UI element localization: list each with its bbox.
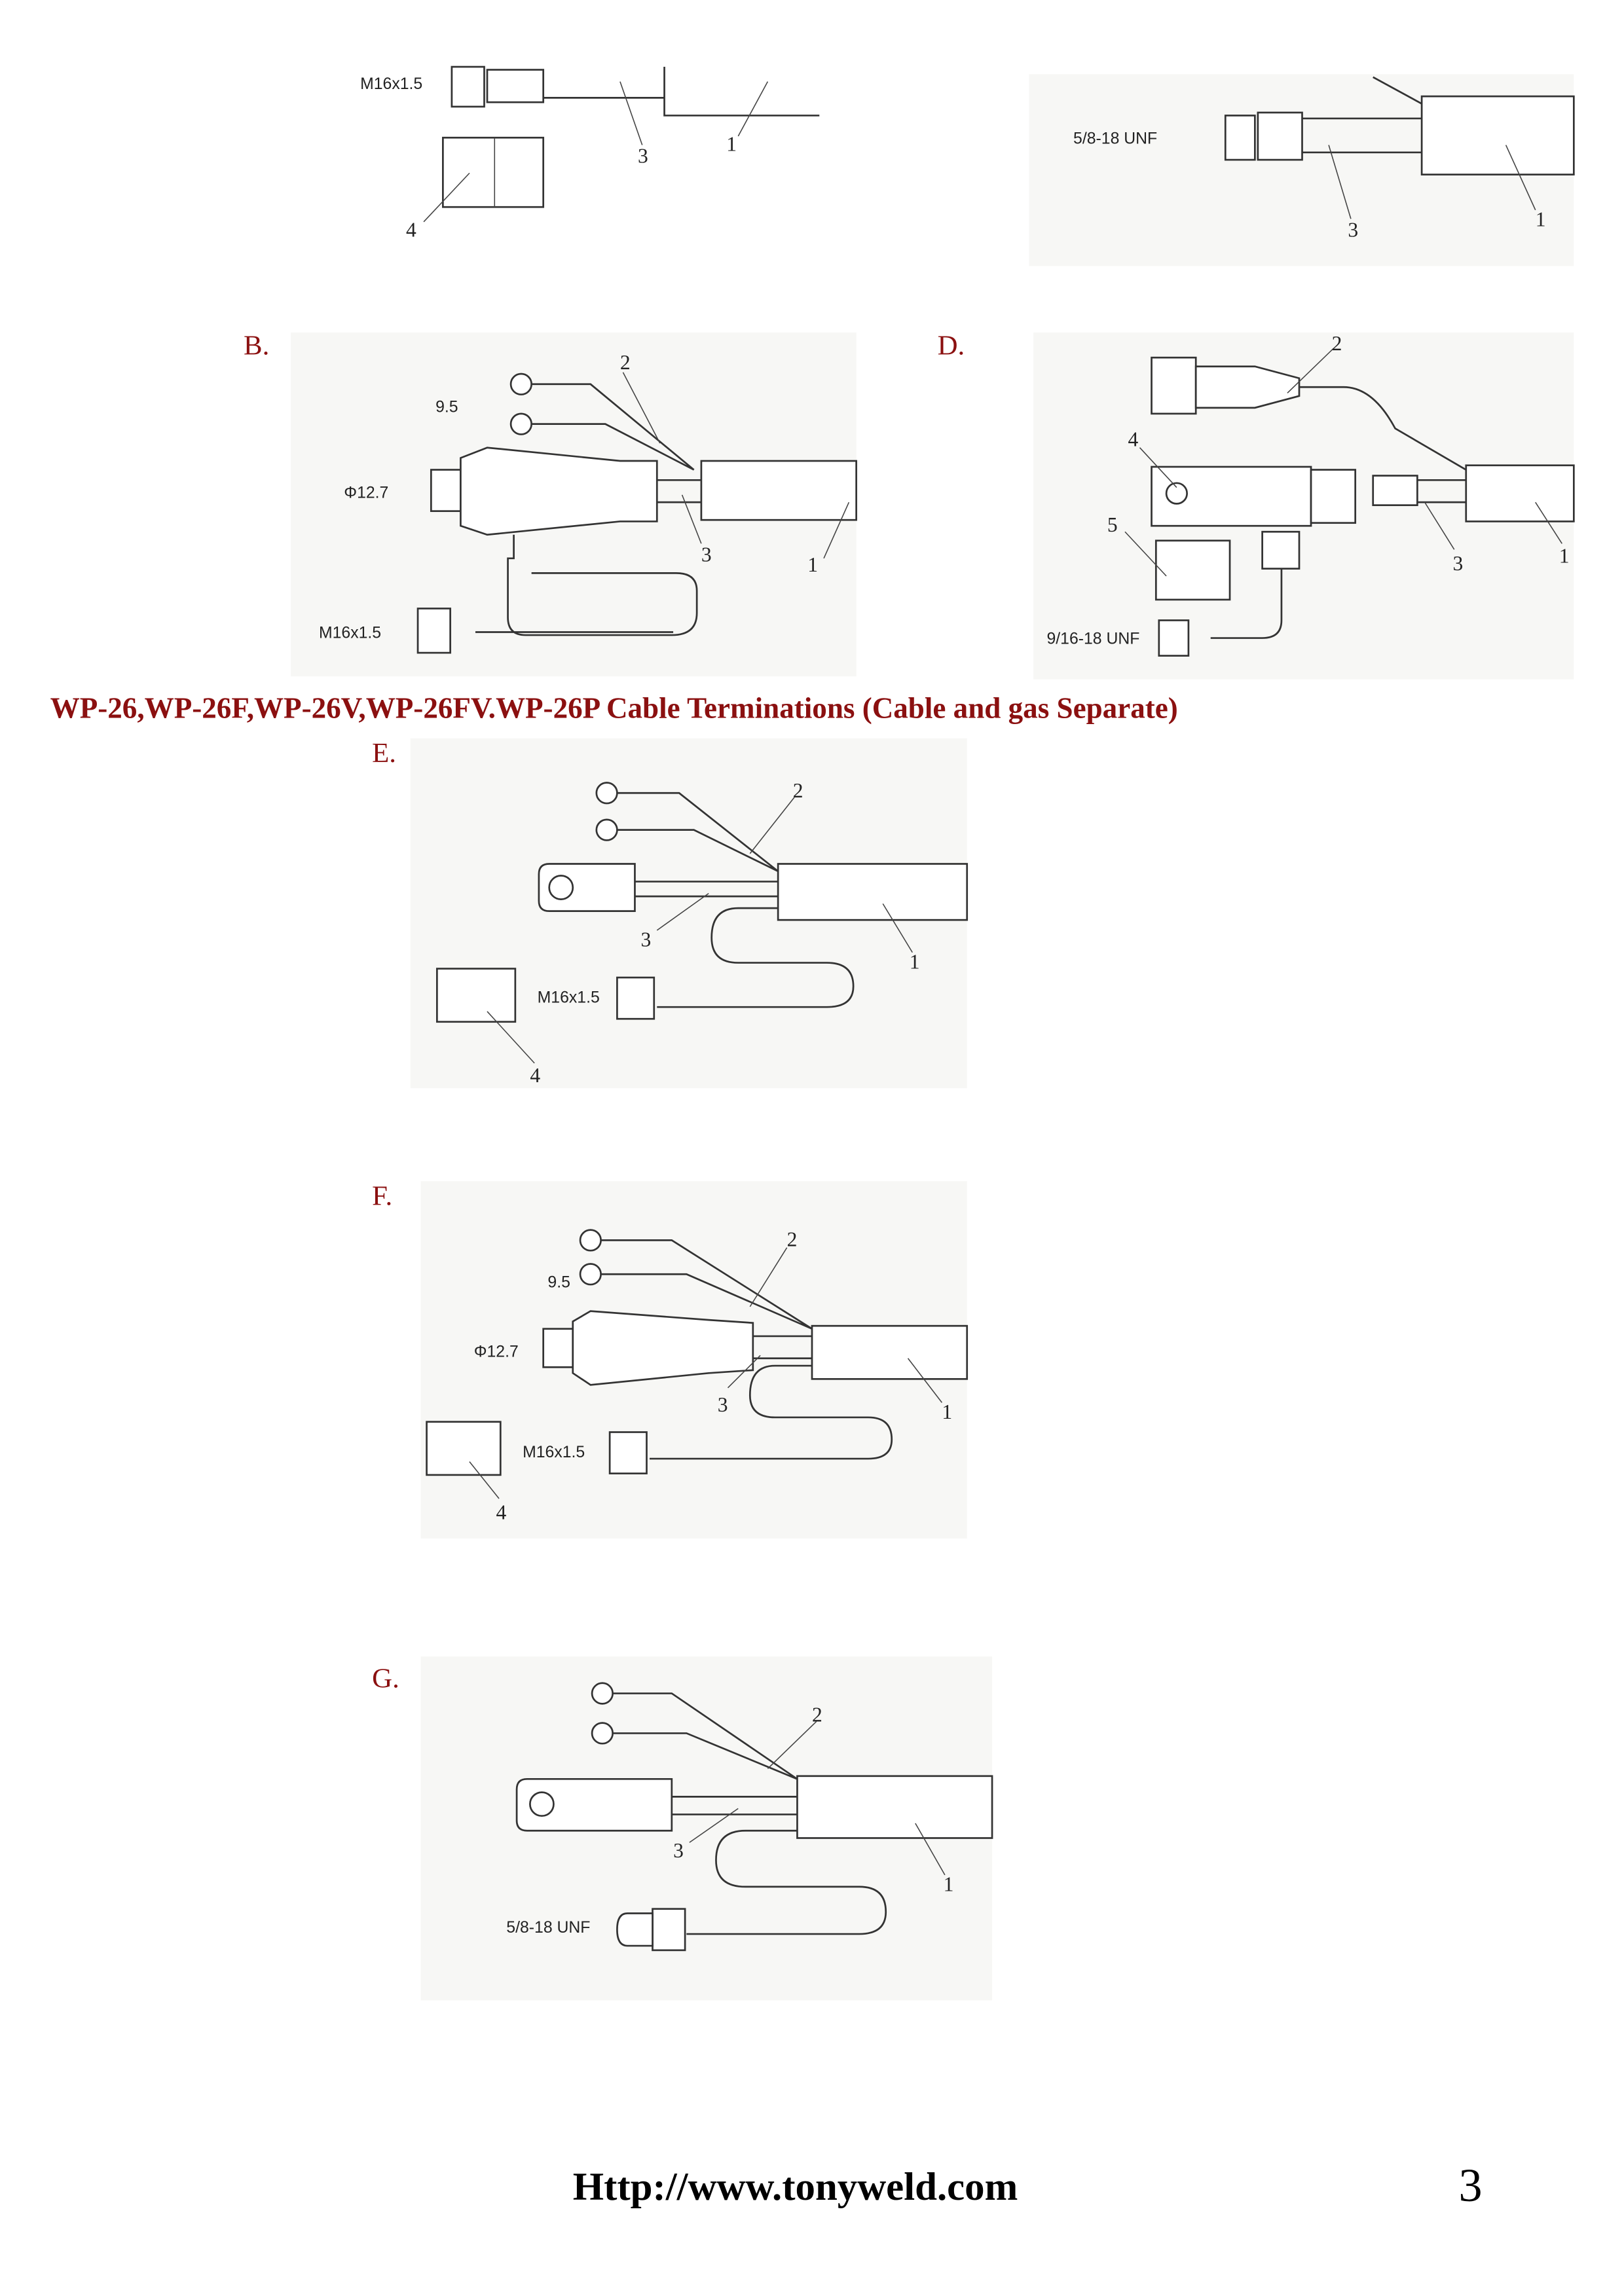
callout-3: 3 <box>637 144 648 168</box>
diagram-b <box>291 333 856 676</box>
thread-dimension: 9/16-18 UNF <box>1046 630 1140 648</box>
diagram-g-letter: G. <box>372 1663 399 1694</box>
thread-dimension: M16x1.5 <box>523 1443 585 1461</box>
section-heading: WP-26,WP-26F,WP-26V,WP-26FV.WP-26P Cable Terminations (Cable and gas Separate) <box>50 691 1178 725</box>
diagram-d <box>1033 332 1574 680</box>
callout-1: 1 <box>1535 208 1546 231</box>
footer-url[interactable]: Http://www.tonyweld.com <box>572 2164 1018 2209</box>
callout-1: 1 <box>1559 544 1570 568</box>
callout-3: 3 <box>1348 218 1359 242</box>
diameter-dimension: Φ12.7 <box>344 484 389 502</box>
callout-1: 1 <box>943 1872 954 1896</box>
dimension-label: 5/8-18 UNF <box>1073 130 1158 148</box>
callout-3: 3 <box>717 1393 728 1416</box>
dimension-label: M16x1.5 <box>360 75 423 93</box>
diagram-d-letter: D. <box>937 330 965 361</box>
nut-icon <box>443 137 543 207</box>
diagram-f-letter: F. <box>372 1180 393 1212</box>
callout-3: 3 <box>640 928 652 951</box>
callout-1: 1 <box>807 553 819 577</box>
callout-4: 4 <box>406 218 416 242</box>
diagram-e-letter: E. <box>372 737 397 769</box>
callout-3: 3 <box>1452 551 1464 575</box>
callout-4: 4 <box>496 1501 507 1524</box>
diameter-dimension: Φ12.7 <box>473 1343 519 1361</box>
thread-dimension: M16x1.5 <box>318 624 382 642</box>
diagram-f <box>421 1181 967 1539</box>
diagram-e <box>411 738 967 1088</box>
diagram-g <box>421 1656 993 2000</box>
callout-1: 1 <box>909 950 920 974</box>
width-dimension: 9.5 <box>547 1273 570 1292</box>
callout-4: 4 <box>530 1064 541 1087</box>
callout-2: 2 <box>786 1228 798 1251</box>
diagram-a-fragment <box>360 67 819 241</box>
callout-5: 5 <box>1107 513 1118 537</box>
callout-1: 1 <box>942 1400 953 1424</box>
callout-1: 1 <box>726 132 737 156</box>
callout-3: 3 <box>673 1838 684 1862</box>
thread-dimension: 5/8-18 UNF <box>506 1918 591 1937</box>
thread-dimension: M16x1.5 <box>537 989 600 1007</box>
callout-3: 3 <box>701 543 712 566</box>
width-dimension: 9.5 <box>435 398 458 416</box>
callout-2: 2 <box>1331 331 1342 355</box>
callout-2: 2 <box>792 779 803 803</box>
diagram-b-letter: B. <box>244 330 270 361</box>
page-number: 3 <box>1458 2159 1483 2212</box>
callout-4: 4 <box>1128 428 1139 451</box>
diagram-c-fragment <box>1029 74 1574 266</box>
callout-2: 2 <box>619 351 631 374</box>
callout-2: 2 <box>812 1703 822 1726</box>
